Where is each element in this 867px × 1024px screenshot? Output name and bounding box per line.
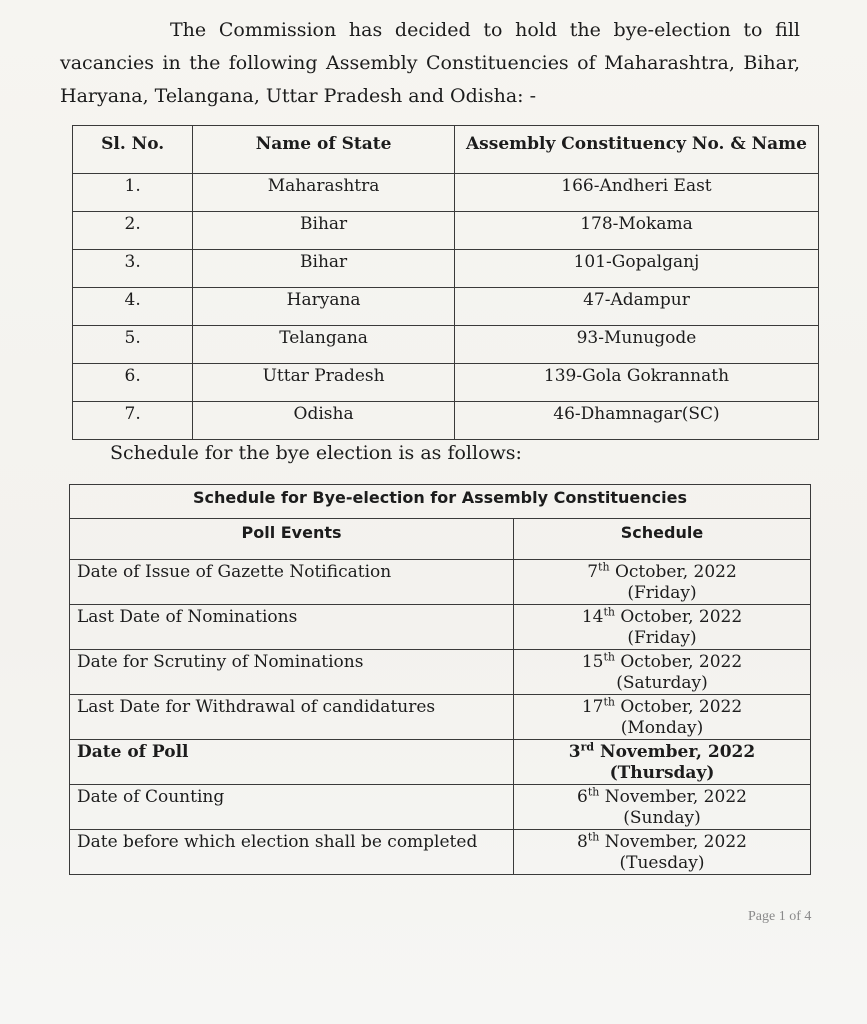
constituency-cell: 46-Dhamnagar(SC)	[454, 402, 818, 440]
sl-no-cell: 5.	[73, 326, 193, 364]
date-weekday: (Saturday)	[616, 673, 708, 693]
schedule-date-cell	[514, 650, 811, 695]
table-row	[73, 326, 819, 364]
state-cell: Telangana	[193, 326, 455, 364]
table-row	[70, 830, 811, 875]
table-row	[70, 785, 811, 830]
date-weekday: (Thursday)	[609, 763, 715, 783]
constituency-cell: 139-Gola Gokrannath	[454, 364, 818, 402]
schedule-date-cell	[514, 695, 811, 740]
date-weekday: (Sunday)	[623, 808, 701, 828]
poll-event-cell: Date of Poll	[70, 740, 514, 785]
intro-paragraph	[60, 14, 800, 113]
date-suffix: th	[598, 560, 610, 574]
date-suffix: th	[603, 605, 615, 619]
state-cell: Bihar	[193, 250, 455, 288]
schedule-date-cell	[514, 830, 811, 875]
date-weekday: (Friday)	[627, 583, 697, 603]
header-sl-no: Sl. No.	[73, 126, 193, 174]
date-month-year: November, 2022	[599, 787, 747, 807]
state-cell: Uttar Pradesh	[193, 364, 455, 402]
sl-no-cell: 3.	[73, 250, 193, 288]
table-row	[70, 650, 811, 695]
schedule-date-cell	[514, 785, 811, 830]
constituency-table-header	[73, 126, 819, 174]
table-row	[70, 560, 811, 605]
schedule-caption: Schedule for Bye-election for Assembly Constituencies	[70, 485, 811, 519]
date-month-year: October, 2022	[614, 607, 743, 627]
table-row	[73, 212, 819, 250]
table-row	[73, 250, 819, 288]
table-row	[73, 364, 819, 402]
date-suffix: th	[603, 650, 615, 664]
date-month-year: November, 2022	[599, 832, 747, 852]
table-row	[70, 740, 811, 785]
state-cell: Haryana	[193, 288, 455, 326]
date-weekday: (Tuesday)	[619, 853, 705, 873]
table-row	[73, 174, 819, 212]
header-state: Name of State	[193, 126, 455, 174]
date-suffix: rd	[580, 740, 595, 754]
sl-no-cell: 4.	[73, 288, 193, 326]
date-day: 8	[577, 832, 588, 852]
header-schedule: Schedule	[514, 519, 811, 560]
constituency-cell: 101-Gopalganj	[454, 250, 818, 288]
schedule-table	[69, 484, 811, 875]
table-row	[70, 695, 811, 740]
date-weekday: (Friday)	[627, 628, 697, 648]
date-weekday: (Monday)	[620, 718, 704, 738]
constituency-cell: 47-Adampur	[454, 288, 818, 326]
schedule-date-cell	[514, 560, 811, 605]
header-constituency: Assembly Constituency No. & Name	[454, 126, 818, 174]
table-row	[73, 402, 819, 440]
sl-no-cell: 6.	[73, 364, 193, 402]
poll-event-cell: Last Date of Nominations	[70, 605, 514, 650]
date-month-year: October, 2022	[614, 697, 743, 717]
state-cell: Bihar	[193, 212, 455, 250]
date-suffix: th	[603, 695, 615, 709]
date-day: 6	[577, 787, 588, 807]
header-poll-events: Poll Events	[70, 519, 514, 560]
date-day: 3	[568, 742, 581, 762]
poll-event-cell: Last Date for Withdrawal of candidatures	[70, 695, 514, 740]
date-suffix: th	[587, 830, 600, 844]
constituency-cell: 93-Munugode	[454, 326, 818, 364]
poll-event-cell: Date for Scrutiny of Nominations	[70, 650, 514, 695]
table-row	[73, 288, 819, 326]
date-suffix: th	[587, 785, 600, 799]
schedule-intro-text: Schedule for the bye election is as follows:	[110, 442, 522, 464]
date-month-year: October, 2022	[609, 562, 737, 582]
poll-event-cell: Date of Counting	[70, 785, 514, 830]
poll-event-cell: Date of Issue of Gazette Notification	[70, 560, 514, 605]
poll-event-cell: Date before which election shall be completed	[70, 830, 514, 875]
constituency-table	[72, 125, 819, 440]
table-row	[70, 605, 811, 650]
date-month-year: November, 2022	[594, 742, 756, 762]
date-day: 17	[581, 697, 604, 717]
schedule-date-cell	[514, 740, 811, 785]
schedule-caption-row	[70, 485, 811, 519]
date-day: 14	[581, 607, 604, 627]
state-cell: Odisha	[193, 402, 455, 440]
page-number: Page 1 of 4	[748, 909, 812, 924]
schedule-header-row	[70, 519, 811, 560]
constituency-cell: 166-Andheri East	[454, 174, 818, 212]
sl-no-cell: 7.	[73, 402, 193, 440]
date-day: 15	[581, 652, 604, 672]
state-cell: Maharashtra	[193, 174, 455, 212]
sl-no-cell: 1.	[73, 174, 193, 212]
sl-no-cell: 2.	[73, 212, 193, 250]
intro-text: The Commission has decided to hold the bye-election to fill vacancies in the following Assembly Constituencies of Maharashtra, Bihar, Haryana, Telangana, Uttar Pradesh and Odisha: -	[60, 19, 800, 107]
schedule-date-cell	[514, 605, 811, 650]
date-day: 7	[587, 562, 599, 582]
date-month-year: October, 2022	[614, 652, 743, 672]
constituency-cell: 178-Mokama	[454, 212, 818, 250]
